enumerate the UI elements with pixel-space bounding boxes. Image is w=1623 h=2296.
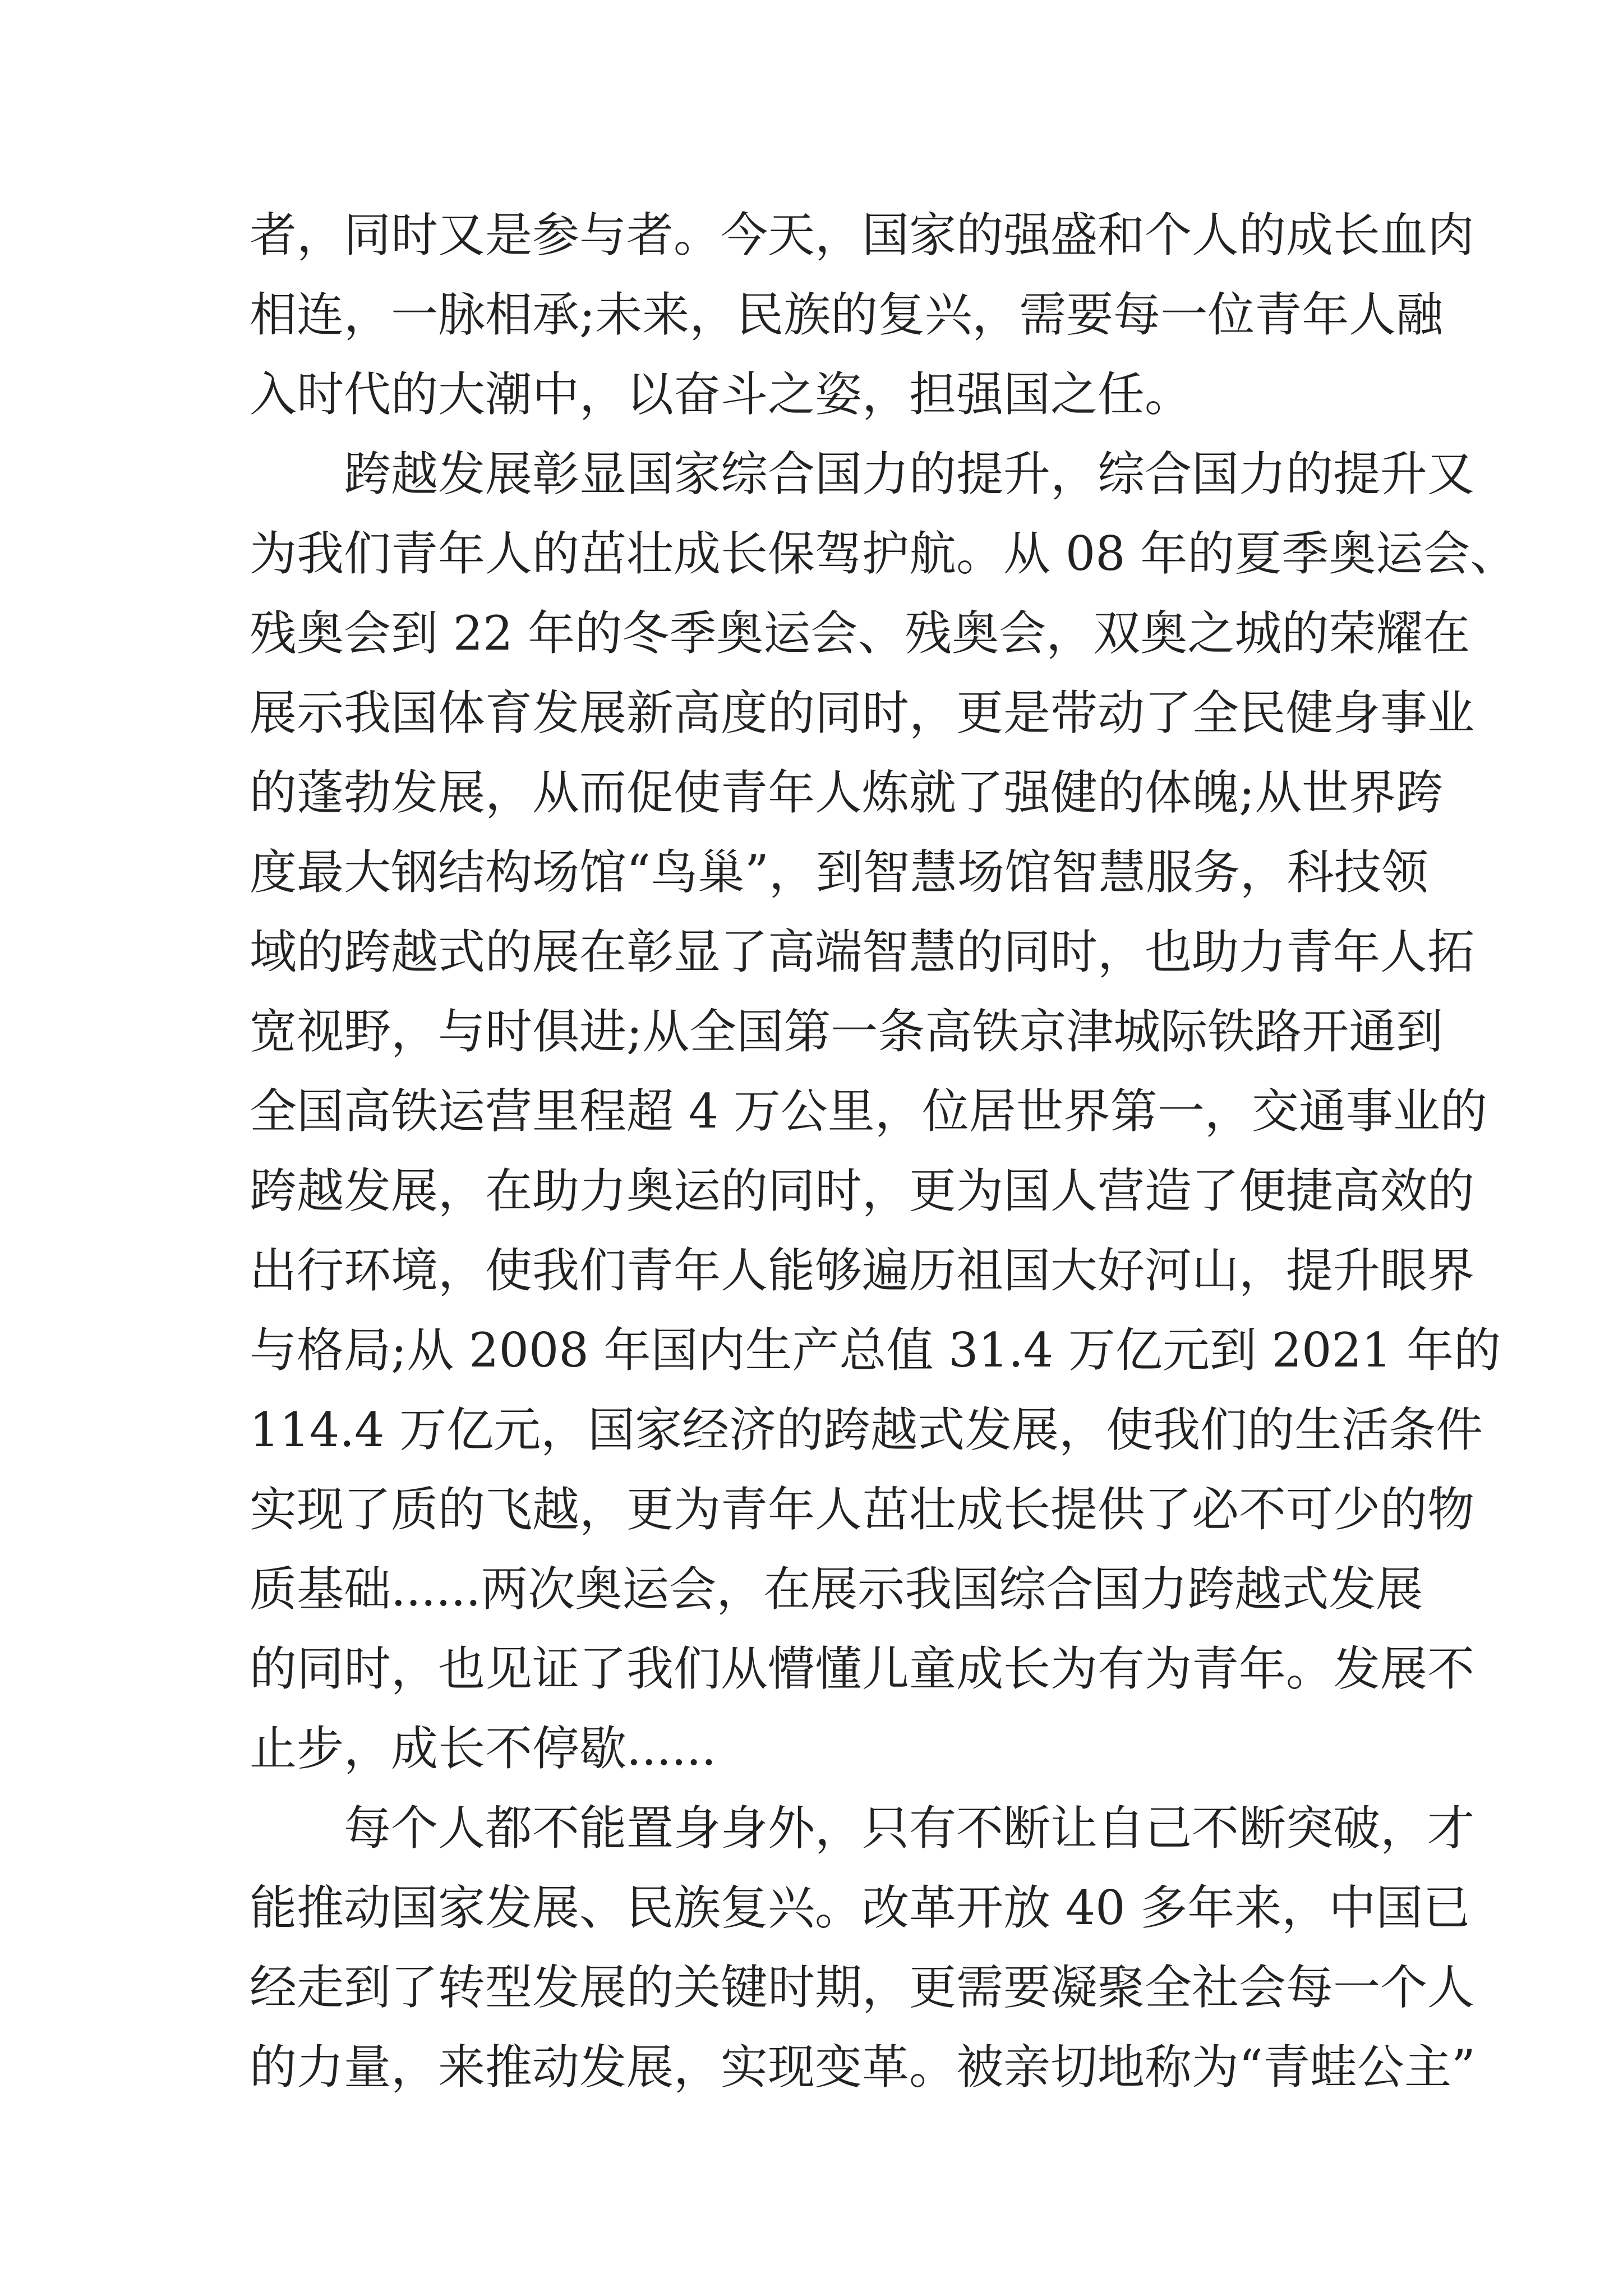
text-line: 每个人都不能置身身外，只有不断让自己不断突破，才 [344, 1801, 1475, 1856]
text-line: 跨越发展彰显国家综合国力的提升，综合国力的提升又 [344, 447, 1475, 501]
text-line: 实现了质的飞越，更为青年人茁壮成长提供了必不可少的物 [250, 1482, 1475, 1537]
text-line: 跨越发展，在助力奥运的同时，更为国人营造了便捷高效的 [250, 1163, 1475, 1218]
text-line: 质基础......两次奥运会，在展示我国综合国力跨越式发展 [250, 1562, 1423, 1617]
text-line: 全国高铁运营里程超 4 万公里，位居世界第一，交通事业的 [250, 1084, 1487, 1139]
text-line: 114.4 万亿元，国家经济的跨越式发展，使我们的生活条件 [250, 1402, 1483, 1457]
text-line: 域的跨越式的展在彰显了高端智慧的同时，也助力青年人拓 [250, 924, 1475, 979]
text-line: 的力量，来推动发展，实现变革。被亲切地称为“青蛙公主” [250, 2040, 1476, 2095]
text-line: 经走到了转型发展的关键时期，更需要凝聚全社会每一个人 [250, 1960, 1475, 2015]
text-line: 止步，成长不停歇...... [250, 1721, 717, 1776]
text-line: 的蓬勃发展，从而促使青年人炼就了强健的体魄;从世界跨 [250, 765, 1444, 820]
text-line: 者，同时又是参与者。今天，国家的强盛和个人的成长血肉 [250, 208, 1475, 263]
text-line: 与格局;从 2008 年国内生产总值 31.4 万亿元到 2021 年的 [250, 1323, 1501, 1378]
text-line: 的同时，也见证了我们从懵懂儿童成长为有为青年。发展不 [250, 1641, 1475, 1696]
text-line: 能推动国家发展、民族复兴。改革开放 40 多年来，中国已 [250, 1880, 1470, 1935]
text-line: 度最大钢结构场馆“鸟巢”，到智慧场馆智慧服务，科技领 [250, 845, 1428, 900]
text-line: 残奥会到 22 年的冬季奥运会、残奥会，双奥之城的荣耀在 [250, 606, 1470, 661]
document-body-text [250, 195, 1518, 2107]
text-line: 入时代的大潮中，以奋斗之姿，担强国之任。 [250, 367, 1192, 422]
text-line: 为我们青年人的茁壮成长保驾护航。从 08 年的夏季奥运会、 [250, 526, 1518, 581]
text-line: 相连，一脉相承;未来，民族的复兴，需要每一位青年人融 [250, 287, 1444, 342]
text-line: 展示我国体育发展新高度的同时，更是带动了全民健身事业 [250, 685, 1475, 740]
text-line: 宽视野，与时俱进;从全国第一条高铁京津城际铁路开通到 [250, 1004, 1444, 1059]
text-line: 出行环境，使我们青年人能够遍历祖国大好河山，提升眼界 [250, 1243, 1475, 1298]
